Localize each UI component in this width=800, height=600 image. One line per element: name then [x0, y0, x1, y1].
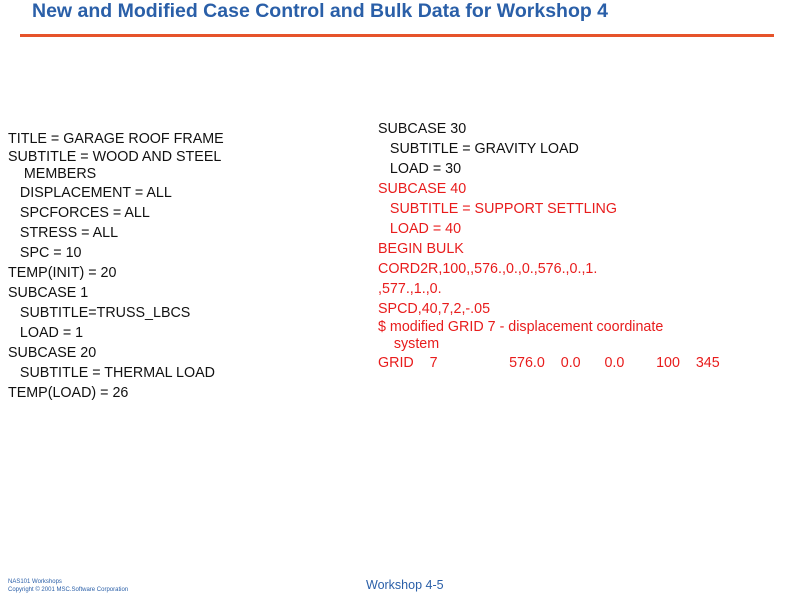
code-line: TITLE = GARAGE ROOF FRAME — [8, 131, 224, 147]
case-control-column-right — [378, 119, 738, 373]
code-line: DISPLACEMENT = ALL — [8, 185, 172, 201]
code-line: SUBCASE 1 — [8, 285, 89, 301]
code-line: SUBCASE 30 — [378, 121, 467, 137]
footer-workshop-label: NAS101 Workshops — [8, 579, 62, 585]
page-number: Workshop 4-5 — [366, 578, 444, 592]
code-line: SUBTITLE=TRUSS_LBCS — [8, 305, 191, 321]
code-line-modified: LOAD = 40 — [378, 221, 462, 237]
code-line: SUBTITLE = WOOD AND STEEL — [8, 149, 222, 165]
slide-title: New and Modified Case Control and Bulk Data for Workshop 4 — [32, 0, 609, 22]
code-line-continuation: system — [378, 336, 440, 352]
code-line: SPCFORCES = ALL — [8, 205, 150, 221]
code-line: TEMP(INIT) = 20 — [8, 265, 117, 281]
code-line-modified: SUBTITLE = SUPPORT SETTLING — [378, 201, 618, 217]
code-line: SPC = 10 — [8, 245, 82, 261]
footer-copyright — [8, 578, 128, 594]
code-line-continuation: MEMBERS — [8, 166, 97, 182]
code-line: LOAD = 1 — [8, 325, 84, 341]
code-line-modified: SPCD,40,7,2,-.05 — [378, 301, 491, 317]
code-line-modified: SUBCASE 40 — [378, 181, 467, 197]
code-line-modified: ,577.,1.,0. — [378, 281, 442, 297]
case-control-column-left — [8, 129, 338, 403]
code-line: SUBCASE 20 — [8, 345, 97, 361]
code-line-modified: GRID 7 576.0 0.0 0.0 100 345 — [378, 355, 720, 371]
title-divider — [20, 34, 774, 37]
code-line: SUBTITLE = GRAVITY LOAD — [378, 141, 579, 157]
code-line: LOAD = 30 — [378, 161, 462, 177]
footer-copyright-label: Copyright © 2001 MSC.Software Corporation — [8, 587, 129, 593]
code-line-modified: $ modified GRID 7 - displacement coordinate — [378, 319, 664, 335]
code-line-modified: BEGIN BULK — [378, 241, 464, 257]
code-line: SUBTITLE = THERMAL LOAD — [8, 365, 215, 381]
code-line: STRESS = ALL — [8, 225, 119, 241]
code-line: TEMP(LOAD) = 26 — [8, 385, 129, 401]
code-line-modified: CORD2R,100,,576.,0.,0.,576.,0.,1. — [378, 261, 598, 277]
